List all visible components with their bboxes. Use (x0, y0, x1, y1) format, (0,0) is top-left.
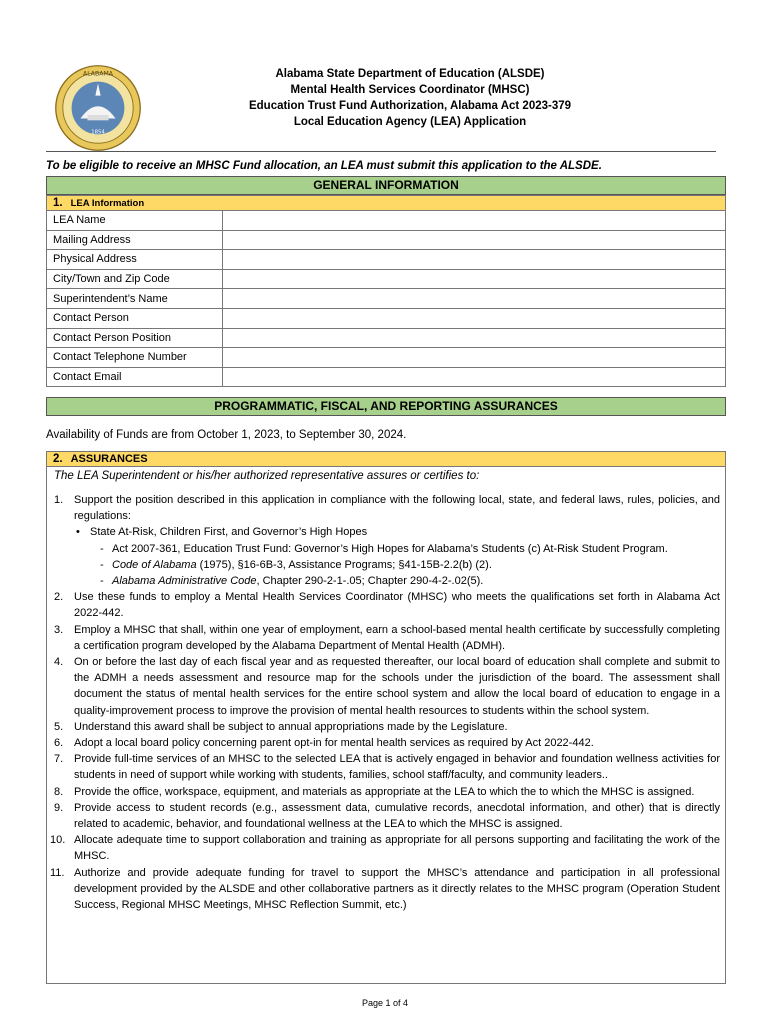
row-label: City/Town and Zip Code (47, 269, 223, 289)
row-label: Physical Address (47, 250, 223, 270)
row-label: Mailing Address (47, 230, 223, 250)
row-value-field[interactable] (223, 289, 726, 309)
funds-availability: Availability of Funds are from October 1, 2023, to September 30, 2024. (46, 429, 407, 441)
item-text: Provide the office, workspace, equipment, and materials as appropriate at the LEA to which the to which the MHSC is assigned. (74, 785, 695, 798)
item-text: Allocate adequate time to support collaboration and training as appropriate for all persons supporting and facilitating the work of the MHSC. (74, 834, 720, 863)
row-label: Contact Email (47, 367, 223, 387)
list-item (50, 654, 720, 719)
title-line-1: Alabama State Department of Education (ALSDE) (275, 68, 545, 80)
item-text: Employ a MHSC that shall, within one year of employment, earn a school-based mental health certificate by successfully completing a certification program developed by the Alabama Department of Mental Health (ADMH). (74, 623, 720, 652)
title-line-2: Mental Health Services Coordinator (MHSC) (290, 84, 530, 96)
table-row (47, 211, 726, 231)
list-item (50, 865, 720, 914)
table-row (47, 328, 726, 348)
row-value-field[interactable] (223, 328, 726, 348)
bullet-text: State At-Risk, Children First, and Governor’s High Hopes (90, 526, 368, 539)
document-title (150, 66, 670, 130)
alsde-seal (54, 64, 142, 152)
title-line-3: Education Trust Fund Authorization, Alabama Act 2023-379 (248, 100, 572, 112)
row-value-field[interactable] (223, 230, 726, 250)
title-line-4: Local Education Agency (LEA) Application (293, 116, 527, 128)
row-label: Contact Telephone Number (47, 348, 223, 368)
header-divider (46, 151, 716, 152)
row-value-field[interactable] (223, 211, 726, 231)
row-value-field[interactable] (223, 367, 726, 387)
assurances-subtitle: The LEA Superintendent or his/her authorized representative assures or certifies to: (54, 470, 480, 482)
row-label: LEA Name (47, 211, 223, 231)
table-row (47, 308, 726, 328)
general-information-header: GENERAL INFORMATION (46, 176, 726, 195)
item-number: 4. (54, 656, 64, 669)
row-value-field[interactable] (223, 250, 726, 270)
dash-icon: - (100, 558, 104, 571)
list-item (50, 832, 720, 864)
item-text: Support the position described in this application in compliance with the following local, state, and federal laws, rules, policies, and regulations: (74, 494, 720, 523)
sub-text: , Chapter 290-2-1-.05; Chapter 290-4-2-.02(5). (256, 575, 484, 588)
sub-text: Act 2007-361, Education Trust Fund: Governor’s High Hopes for Alabama’s Students (c) At-Risk Student Program. (112, 542, 668, 555)
table-row (47, 367, 726, 387)
item-text: Provide full-time services of an MHSC to the selected LEA that is actively engaged in behavior and foundation wellness activities for students in need of support while working with students, families, school staff/faculty, and community leaders.. (74, 753, 720, 782)
list-item (50, 735, 720, 751)
table-row (47, 230, 726, 250)
table-row (47, 289, 726, 309)
item-number: 2. (54, 591, 64, 604)
item-number: 7. (54, 753, 64, 766)
dash-icon: - (100, 575, 104, 588)
row-label: Contact Person (47, 308, 223, 328)
list-item (50, 784, 720, 800)
sub-item (50, 573, 720, 589)
item-number: 9. (54, 801, 64, 814)
section-label: LEA Information (70, 198, 145, 209)
sub-text-italic: Alabama Administrative Code (112, 575, 257, 588)
row-label: Superintendent’s Name (47, 289, 223, 309)
item-text: Understand this award shall be subject to annual appropriations made by the Legislature. (74, 720, 508, 733)
bullet-icon: • (76, 526, 80, 539)
row-value-field[interactable] (223, 308, 726, 328)
lea-information-table (46, 210, 726, 387)
list-item (50, 622, 720, 654)
item-text: Use these funds to employ a Mental Health Services Coordinator (MHSC) who meets the qualifications set forth in Alabama Act 2022-442. (74, 591, 720, 620)
sub-text: (1975), §16-6B-3, Assistance Programs; §41-15B-2.2(b) (2). (196, 558, 492, 571)
item-number: 11. (50, 866, 65, 879)
lea-information-bar (46, 195, 726, 211)
item-number: 1. (54, 494, 64, 506)
list-item (50, 800, 720, 832)
sub-text-italic: Code of Alabama (112, 558, 197, 571)
section-number: 2. (53, 453, 63, 465)
bullet-item (50, 524, 720, 540)
table-row (47, 269, 726, 289)
assurances-header: PROGRAMMATIC, FISCAL, AND REPORTING ASSURANCES (46, 397, 726, 416)
item-text: Provide access to student records (e.g., assessment data, cumulative records, anecdotal information, and other) that is directly related to academic, behavior, and foundational wellness at the LEA to which the MHSC is assigned. (74, 801, 720, 831)
list-item (50, 719, 720, 735)
eligibility-note: To be eligible to receive an MHSC Fund allocation, an LEA must submit this application to the ALSDE. (46, 160, 602, 172)
svg-text:1854: 1854 (91, 129, 105, 136)
list-item (50, 492, 720, 524)
list-item (50, 589, 720, 621)
table-row (47, 250, 726, 270)
sub-item (50, 557, 720, 573)
section-label: ASSURANCES (70, 453, 148, 465)
assurances-list (50, 492, 720, 913)
section-number: 1. (53, 197, 63, 209)
sub-item (50, 541, 720, 557)
item-text: Adopt a local board policy concerning parent opt-in for mental health services as required by Act 2022-442. (74, 737, 594, 750)
item-number: 8. (54, 785, 64, 798)
svg-text:ALABAMA: ALABAMA (83, 70, 113, 78)
page-number: Page 1 of 4 (361, 998, 409, 1008)
row-label: Contact Person Position (47, 328, 223, 348)
item-text: On or before the last day of each fiscal year and as requested thereafter, our local board of education shall complete and submit to the ADMH a needs assessment and resource map for the schools under the jurisdiction of the board. The assessment shall document the status of mental health services for the entire school system and allow the local board of education to engage in a quality-improvement process to improve the provision of mental health resources to students within the school system. (74, 656, 720, 717)
assurances-bar (46, 451, 726, 467)
row-value-field[interactable] (223, 348, 726, 368)
list-item (50, 751, 720, 783)
table-row (47, 348, 726, 368)
item-text: Authorize and provide adequate funding for travel to support the MHSC’s attendance and participation in all professional development provided by the ALSDE and other collaborative partners as it directly relates to the MHSC program (Operation Student Success, Regional MHSC Meetings, MHSC Reflection Summit, etc.) (74, 866, 720, 912)
item-number: 6. (54, 737, 64, 750)
item-number: 3. (54, 623, 64, 636)
item-number: 5. (54, 720, 64, 733)
row-value-field[interactable] (223, 269, 726, 289)
item-number: 10. (50, 834, 66, 847)
dash-icon: - (100, 542, 104, 555)
